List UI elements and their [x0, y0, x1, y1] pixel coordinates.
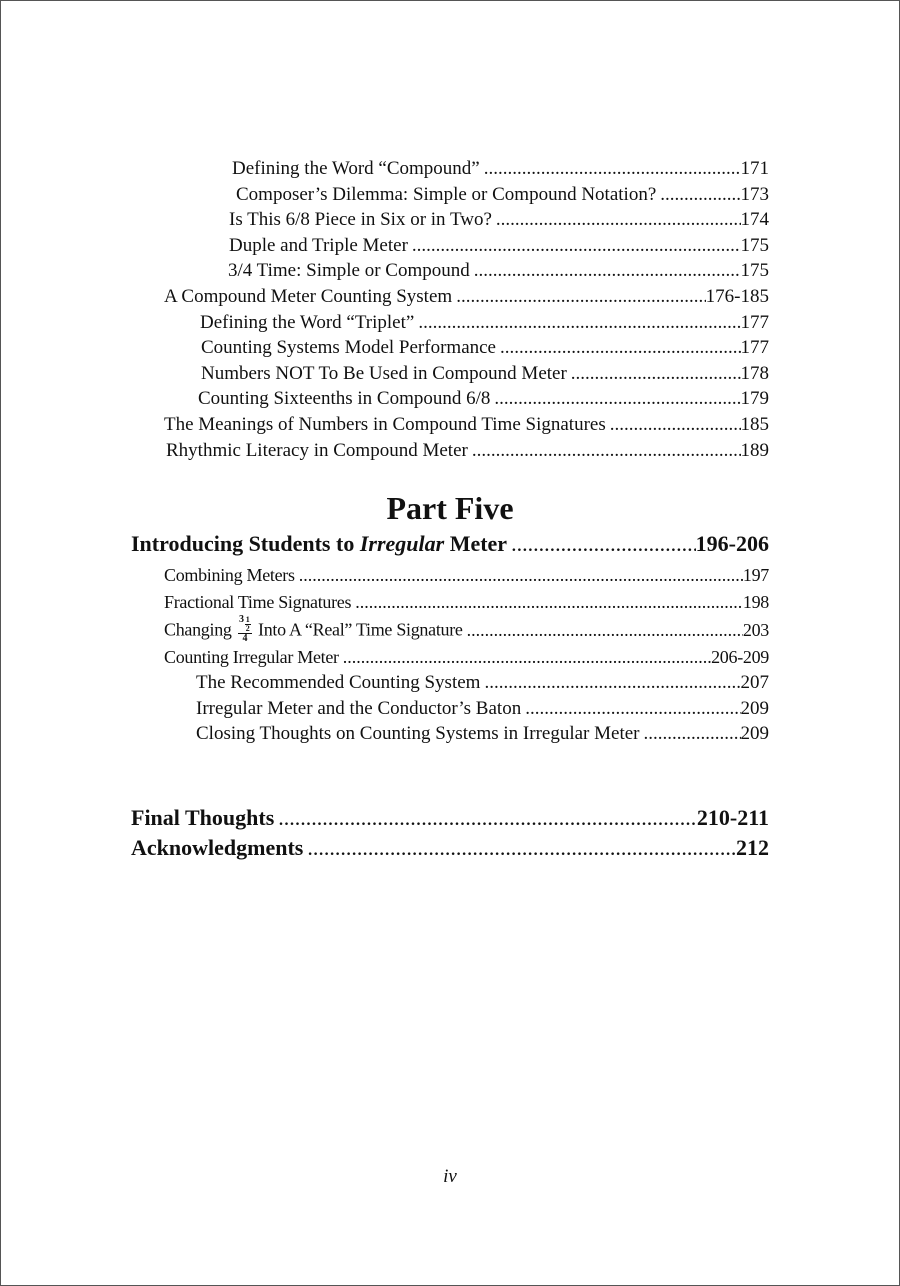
heading-italic: Irregular	[359, 531, 445, 556]
leader-dots	[610, 413, 741, 437]
toc-entry	[228, 259, 769, 283]
toc-entry-page: 212	[736, 835, 769, 860]
toc-entry-page: 210-211	[696, 805, 769, 830]
toc-entry-label: Duple and Triple Meter	[229, 235, 408, 256]
leader-dots	[456, 285, 705, 309]
toc-entry-label: Acknowledgments	[131, 835, 304, 860]
leader-dots	[472, 439, 741, 463]
leader-dots	[412, 234, 741, 258]
toc-entry	[236, 183, 769, 207]
toc-entry-page: 198	[742, 592, 769, 612]
label-before: Changing	[164, 619, 232, 640]
leader-dots	[484, 671, 740, 695]
toc-entry	[196, 722, 769, 746]
fraction-mini-den: 2	[245, 624, 250, 633]
leader-dots	[355, 590, 743, 614]
leader-dots	[644, 722, 741, 746]
toc-entry-label: Is This 6/8 Piece in Six or in Two?	[229, 209, 492, 230]
toc-entry	[229, 234, 769, 258]
toc-entry-page: 203	[742, 619, 769, 640]
leader-dots	[496, 208, 741, 232]
toc-entry-page: 174	[740, 209, 769, 230]
part-title: Part Five	[386, 490, 514, 526]
toc-entry-label: A Compound Meter Counting System	[164, 286, 453, 307]
heading-prefix: Introducing Students to	[131, 531, 360, 556]
leader-dots	[525, 697, 740, 721]
leader-dots	[474, 259, 741, 283]
toc-entry-page: 206-209	[711, 647, 769, 667]
fraction-time-signature	[238, 615, 252, 644]
toc-entry-label: Counting Systems Model Performance	[201, 337, 496, 358]
toc-final-entry	[131, 804, 769, 832]
toc-entry-page: 185	[740, 414, 769, 435]
leader-dots	[484, 157, 741, 181]
toc-final-entry	[131, 834, 769, 862]
leader-dots	[660, 183, 740, 207]
toc-entry-label: Combining Meters	[164, 565, 295, 585]
fraction-den: 4	[242, 633, 248, 644]
toc-entry	[164, 645, 769, 669]
toc-entry-label: Fractional Time Signatures	[164, 592, 352, 612]
toc-entry	[164, 614, 769, 644]
toc-entry-label	[164, 614, 467, 646]
toc-entry-label: Counting Sixteenths in Compound 6/8	[198, 388, 491, 409]
toc-entry	[201, 362, 769, 386]
toc-entry-label: Final Thoughts	[131, 805, 275, 830]
leader-dots	[500, 336, 741, 360]
toc-entry-label: Defining the Word “Compound”	[232, 158, 480, 179]
toc-entry-label: Rhythmic Literacy in Compound Meter	[166, 440, 468, 461]
toc-entry-page: 189	[740, 440, 769, 461]
toc-entry	[201, 336, 769, 360]
toc-heading-label	[131, 530, 511, 558]
toc-entry-label: Irregular Meter and the Conductor’s Baton	[196, 698, 522, 719]
fraction-whole: 3	[238, 614, 244, 625]
toc-entry-page: 207	[740, 672, 769, 693]
toc-entry-label: Counting Irregular Meter	[164, 647, 339, 667]
toc-entry-label: Closing Thoughts on Counting Systems in Irregular Meter	[196, 723, 640, 744]
toc-entry-label: Composer’s Dilemma: Simple or Compound Notation?	[236, 184, 657, 205]
toc-entry	[198, 387, 769, 411]
leader-dots	[299, 563, 743, 587]
leader-dots	[467, 618, 743, 642]
leader-dots	[307, 834, 736, 862]
toc-entry	[164, 590, 769, 614]
leader-dots	[511, 530, 696, 558]
toc-entry	[232, 157, 769, 181]
toc-entry-page: 176-185	[705, 286, 769, 307]
label-after: Into A “Real” Time Signature	[258, 619, 463, 640]
toc-entry-label: Defining the Word “Triplet”	[200, 312, 415, 333]
leader-dots	[571, 362, 741, 386]
toc-entry-page: 175	[740, 235, 769, 256]
leader-dots	[343, 645, 711, 669]
toc-entry-page: 179	[740, 388, 769, 409]
leader-dots	[418, 311, 740, 335]
toc-entry-page: 173	[740, 184, 769, 205]
toc-entry	[164, 413, 769, 437]
leader-dots	[494, 387, 740, 411]
toc-entry-page: 178	[740, 363, 769, 384]
toc-entry-page: 177	[740, 312, 769, 333]
toc-entry-label: 3/4 Time: Simple or Compound	[228, 260, 470, 281]
toc-entry-page: 177	[740, 337, 769, 358]
toc-entry	[164, 563, 769, 587]
page-number: iv	[443, 1166, 457, 1187]
toc-entry-page: 175	[740, 260, 769, 281]
leader-dots	[278, 804, 697, 832]
toc-entry	[166, 439, 769, 463]
toc-entry	[229, 208, 769, 232]
toc-entry-label: Numbers NOT To Be Used in Compound Meter	[201, 363, 567, 384]
toc-entry	[200, 311, 769, 335]
toc-entry-label: The Meanings of Numbers in Compound Time Signatures	[164, 414, 606, 435]
toc-entry	[164, 285, 769, 309]
toc-entry-page: 209	[740, 723, 769, 744]
toc-entry-page: 171	[740, 158, 769, 179]
toc-part-heading	[131, 530, 769, 558]
toc-heading-page: 196-206	[695, 531, 769, 556]
toc-entry	[196, 697, 769, 721]
toc-entry-page: 209	[740, 698, 769, 719]
toc-entry-label: The Recommended Counting System	[196, 672, 481, 693]
toc-entry-page: 197	[742, 565, 769, 585]
heading-suffix: Meter	[444, 531, 508, 556]
toc-entry	[196, 671, 769, 695]
fraction-mini-num: 1	[245, 615, 250, 624]
